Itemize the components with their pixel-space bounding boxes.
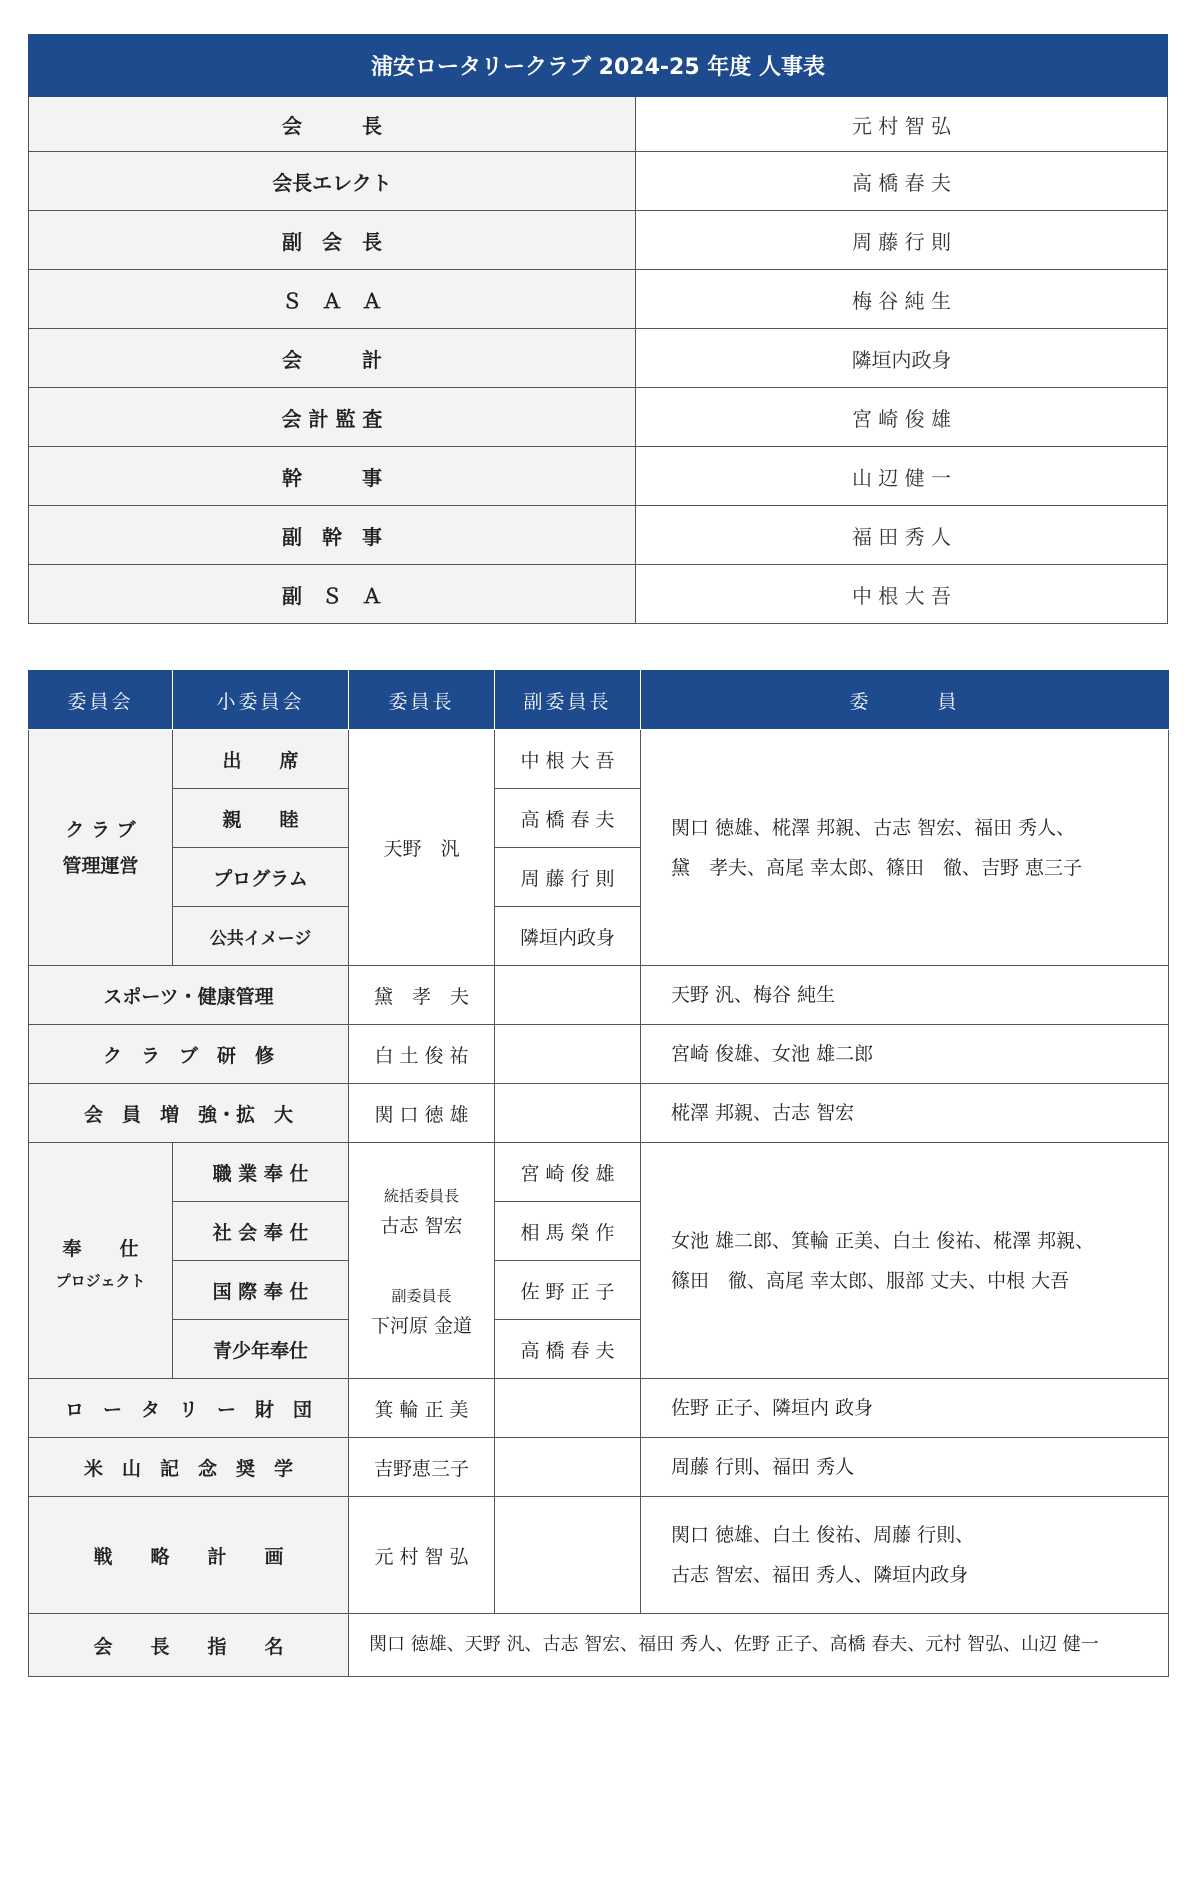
officer-name: 梅 谷 純 生	[636, 270, 1168, 329]
header-members: 委 員	[641, 671, 1169, 730]
chair-cell: 関 口 徳 雄	[349, 1084, 495, 1143]
committee-service-projects	[29, 1143, 173, 1379]
committee-membership: 会 員 増 強・拡 大	[29, 1084, 349, 1143]
header-subcommittee: 小委員会	[173, 671, 349, 730]
members-cell	[641, 1497, 1169, 1614]
officer-name: 隣垣内政身	[636, 329, 1168, 388]
officer-name: 周 藤 行 則	[636, 211, 1168, 270]
chair-cell: 天野 汎	[349, 730, 495, 966]
committee-strategic-planning: 戦 略 計 画	[29, 1497, 349, 1614]
members-line: 関口 徳雄、椛澤 邦親、古志 智宏、福田 秀人、	[671, 816, 1076, 839]
committee-rotary-foundation: ロ ー タ リ ー 財 団	[29, 1379, 349, 1438]
chair-cell: 白 土 俊 祐	[349, 1025, 495, 1084]
members-line: 関口 徳雄、白土 俊祐、周藤 行則、	[671, 1524, 975, 1546]
members-cell: 周藤 行則、福田 秀人	[641, 1438, 1169, 1497]
committee-president-appointed: 会 長 指 名	[29, 1614, 349, 1677]
vice-chair-cell	[495, 1438, 641, 1497]
officer-role: 副 幹 事	[29, 506, 636, 565]
vice-chair-cell	[495, 1497, 641, 1614]
officer-name: 元 村 智 弘	[636, 97, 1168, 152]
vice-chair-cell	[495, 966, 641, 1025]
header-chair: 委員長	[349, 671, 495, 730]
officers-title: 浦安ロータリークラブ 2024-25 年度 人事表	[29, 35, 1168, 97]
officer-role: 幹 事	[29, 447, 636, 506]
officer-role: 会 計 監 査	[29, 388, 636, 447]
officer-name: 山 辺 健 一	[636, 447, 1168, 506]
committee-name-line: ク ラ ブ	[65, 818, 136, 841]
chair-cell: 箕 輪 正 美	[349, 1379, 495, 1438]
members-cell: 天野 汎、梅谷 純生	[641, 966, 1169, 1025]
members-cell: 関口 徳雄、天野 汎、古志 智宏、福田 秀人、佐野 正子、高橋 春夫、元村 智弘、山辺 健一	[349, 1614, 1169, 1677]
committee-club-training: ク ラ ブ 研 修	[29, 1025, 349, 1084]
vice-chair-cell: 相 馬 榮 作	[495, 1202, 641, 1261]
header-vice-chair: 副委員長	[495, 671, 641, 730]
officer-role: 会 長	[29, 97, 636, 152]
officer-name: 高 橋 春 夫	[636, 152, 1168, 211]
members-cell: 宮崎 俊雄、女池 雄二郎	[641, 1025, 1169, 1084]
committee-name-line: プロジェクト	[55, 1271, 146, 1290]
officer-name: 中 根 大 吾	[636, 565, 1168, 624]
vice-chair-name: 下河原 金道	[370, 1314, 473, 1337]
members-line: 女池 雄二郎、箕輪 正美、白土 俊祐、椛澤 邦親、	[671, 1229, 1095, 1252]
officer-role: Ｓ Ａ Ａ	[29, 270, 636, 329]
members-cell	[641, 730, 1169, 966]
committees-header-row	[29, 671, 1169, 730]
officer-name: 宮 崎 俊 雄	[636, 388, 1168, 447]
chair-cell: 黛 孝 夫	[349, 966, 495, 1025]
vice-chair-cell: 中 根 大 吾	[495, 730, 641, 789]
committees-table	[28, 670, 1169, 1677]
officer-role: 副 Ｓ Ａ	[29, 565, 636, 624]
header-committee: 委員会	[29, 671, 173, 730]
members-cell: 佐野 正子、隣垣内 政身	[641, 1379, 1169, 1438]
chair-name: 古志 智宏	[380, 1214, 463, 1237]
committee-name-line: 奉 仕	[62, 1237, 139, 1260]
vice-chair-cell	[495, 1084, 641, 1143]
vice-chair-cell	[495, 1025, 641, 1084]
vice-chair-cell: 隣垣内政身	[495, 907, 641, 966]
chair-cell: 元 村 智 弘	[349, 1497, 495, 1614]
subcommittee-program: プログラム	[173, 848, 349, 907]
vice-chair-cell: 宮 崎 俊 雄	[495, 1143, 641, 1202]
vice-chair-cell: 高 橋 春 夫	[495, 789, 641, 848]
officer-role: 会長エレクト	[29, 152, 636, 211]
committee-sports-health: スポーツ・健康管理	[29, 966, 349, 1025]
subcommittee-community: 社 会 奉 仕	[173, 1202, 349, 1261]
committee-yoneyama-scholarship: 米 山 記 念 奨 学	[29, 1438, 349, 1497]
chair-cell	[349, 1143, 495, 1379]
vice-chair-cell: 高 橋 春 夫	[495, 1320, 641, 1379]
subcommittee-vocational: 職 業 奉 仕	[173, 1143, 349, 1202]
vice-chair-cell: 周 藤 行 則	[495, 848, 641, 907]
subcommittee-fellowship: 親 睦	[173, 789, 349, 848]
chair-label: 統括委員長	[383, 1186, 459, 1205]
officer-name: 福 田 秀 人	[636, 506, 1168, 565]
officer-role: 副 会 長	[29, 211, 636, 270]
vice-chair-cell: 佐 野 正 子	[495, 1261, 641, 1320]
members-line: 黛 孝夫、高尾 幸太郎、篠田 徹、吉野 恵三子	[671, 856, 1083, 879]
subcommittee-youth: 青少年奉仕	[173, 1320, 349, 1379]
members-cell: 椛澤 邦親、古志 智宏	[641, 1084, 1169, 1143]
committee-name-line: 管理運営	[62, 854, 139, 877]
members-line: 古志 智宏、福田 秀人、隣垣内政身	[671, 1564, 969, 1586]
subcommittee-public-image: 公共イメージ	[173, 907, 349, 966]
committee-club-management	[29, 730, 173, 966]
subcommittee-international: 国 際 奉 仕	[173, 1261, 349, 1320]
officers-table	[28, 34, 1168, 624]
vice-chair-label: 副委員長	[391, 1286, 452, 1305]
members-cell	[641, 1143, 1169, 1379]
members-line: 篠田 徹、高尾 幸太郎、服部 丈夫、中根 大吾	[671, 1269, 1070, 1292]
chair-cell: 吉野恵三子	[349, 1438, 495, 1497]
subcommittee-attendance: 出 席	[173, 730, 349, 789]
vice-chair-cell	[495, 1379, 641, 1438]
officer-role: 会 計	[29, 329, 636, 388]
